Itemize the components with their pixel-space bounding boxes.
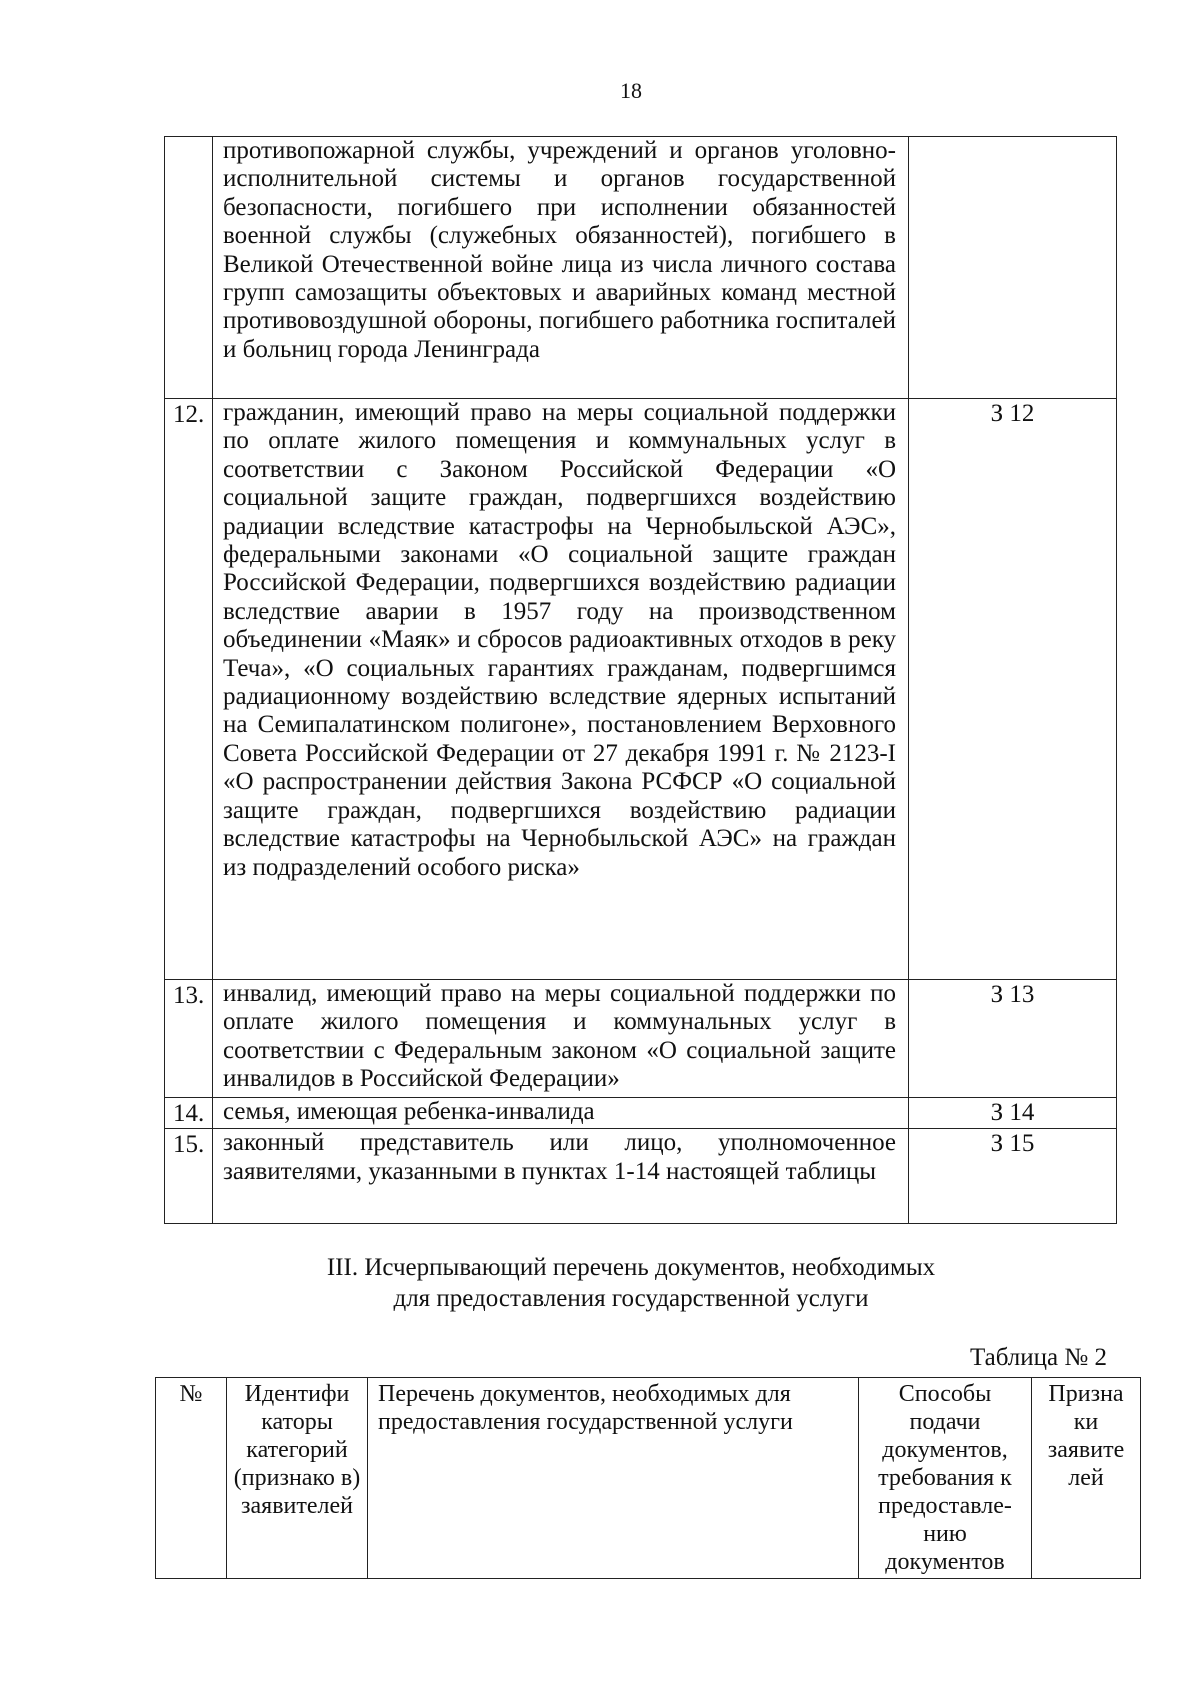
documents-table — [155, 1377, 1141, 1579]
column-header-features: Призна ки заявите лей — [1032, 1378, 1141, 1579]
section-heading-line-2: для предоставления государственной услуги — [393, 1285, 869, 1312]
column-header-identifiers: Идентифи каторы категорий (признако в) заявителей — [227, 1378, 368, 1579]
category-code: З 14 — [909, 1098, 1117, 1129]
table-row — [165, 980, 1117, 1098]
page-number: 18 — [620, 78, 642, 103]
applicant-category-text: семья, имеющая ребенка-инвалида — [213, 1098, 909, 1129]
row-number: 12. — [165, 399, 213, 980]
category-code: З 15 — [909, 1129, 1117, 1224]
applicant-category-text: инвалид, имеющий право на меры социальной поддержки по оплате жилого помещения и коммунальных услуг в соответствии с Федеральным законом «О социальной защите инвалидов в Российской Федерации» — [213, 980, 909, 1098]
column-header-submission: Способы подачи документов, требования к предоставле-нию документов — [859, 1378, 1032, 1579]
section-heading — [0, 1252, 1200, 1314]
applicant-category-text: противопожарной службы, учреждений и органов уголовно-исполнительной системы и органов государственной безопасности, погибшего при исполнении обязанностей военной службы (служебных обязанностей), погибшего в Великой Отечественной войне лица из числа личного состава групп самозащиты объектовых и аварийных команд местной противовоздушной обороны, погибшего работника госпиталей и больниц города Ленинграда — [213, 137, 909, 399]
applicants-table — [164, 136, 1117, 1224]
column-header-documents: Перечень документов, необходимых для предоставления государственной услуги — [368, 1378, 859, 1579]
row-number — [165, 137, 213, 399]
table-row — [165, 399, 1117, 980]
category-code: З 12 — [909, 399, 1117, 980]
table-caption: Таблица № 2 — [969, 1344, 1107, 1371]
category-code: З 13 — [909, 980, 1117, 1098]
table-row — [165, 1098, 1117, 1129]
applicant-category-text: законный представитель или лицо, уполномоченное заявителями, указанными в пунктах 1-14 настоящей таблицы — [213, 1129, 909, 1224]
column-header-number: № — [156, 1378, 227, 1579]
applicant-category-text: гражданин, имеющий право на меры социальной поддержки по оплате жилого помещения и коммунальных услуг в соответствии с Законом Российской Федерации «О социальной защите граждан, подвергшихся воздействию радиации вследствие катастрофы на Чернобыльской АЭС», федеральными законами «О социальной защите граждан Российской Федерации, подвергшихся воздействию радиации вследствие аварии в 1957 году на производственном объединении «Маяк» и сбросов радиоактивных отходов в реку Теча», «О социальных гарантиях гражданам, подвергшимся радиационному воздействию вследствие ядерных испытаний на Семипалатинском полигоне», постановлением Верховного Совета Российской Федерации от 27 декабря 1991 г. № 2123-I «О распространении действия Закона РСФСР «О социальной защите граждан, подвергшихся воздействию радиации вследствие катастрофы на Чернобыльской АЭС» на граждан из подразделений особого риска» — [213, 399, 909, 980]
row-number: 15. — [165, 1129, 213, 1224]
table-row — [165, 1129, 1117, 1224]
category-code — [909, 137, 1117, 399]
table-header-row — [156, 1378, 1141, 1579]
section-heading-line-1: III. Исчерпывающий перечень документов, необходимых — [326, 1254, 936, 1281]
table-row — [165, 137, 1117, 399]
row-number: 14. — [165, 1098, 213, 1129]
row-number: 13. — [165, 980, 213, 1098]
